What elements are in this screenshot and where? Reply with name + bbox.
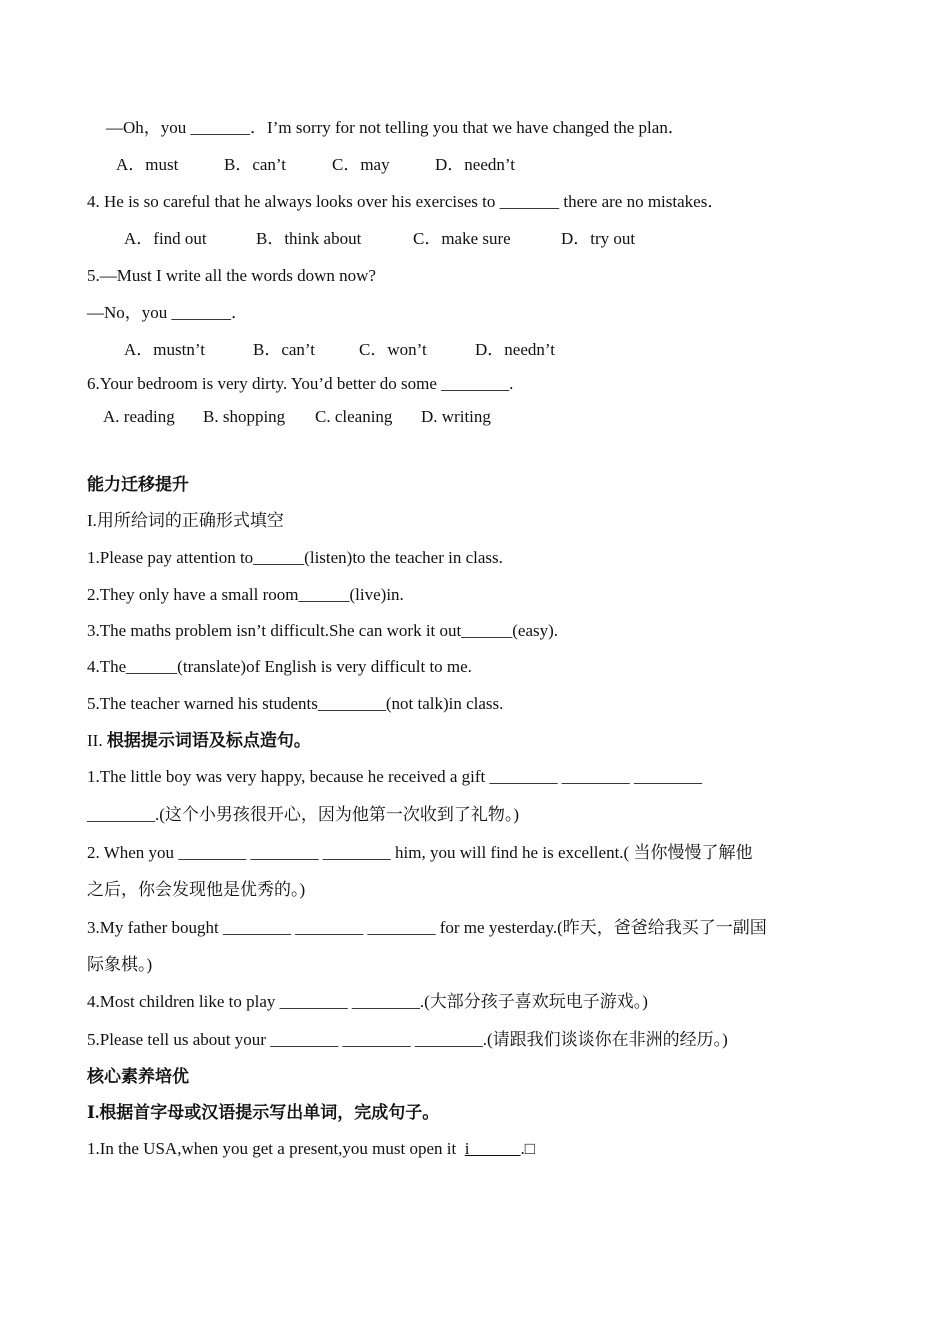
section-ability-title: 能力迁移提升 xyxy=(87,475,189,494)
ability-part2-title xyxy=(87,730,311,752)
q3-option-b: B．can’t xyxy=(224,155,287,174)
q4-option-a: A．find out xyxy=(124,229,207,248)
q5-option-b: B．can’t xyxy=(253,340,316,359)
ability-part1-title: I.用所给词的正确形式填空 xyxy=(87,511,284,530)
q5-option-d: D．needn’t xyxy=(475,340,555,359)
q5-reply: —No，you _______． xyxy=(87,303,249,322)
sentence-1-line1: 1.The little boy was very happy, because he received a gift ________ ________ ________ xyxy=(87,767,702,786)
q4-stem: 4. He is so careful that he always looks over his exercises to _______ there are no mistakes． xyxy=(87,192,725,211)
q3-option-c: C．may xyxy=(332,155,390,174)
sentence-3-line2: 际象棋。) xyxy=(87,955,153,974)
ability-part2-text: 根据提示词语及标点造句。 xyxy=(106,731,311,750)
ability-item-2: 2.They only have a small room______(live)in. xyxy=(87,585,404,604)
q5-option-a: A．mustn’t xyxy=(124,340,205,359)
q4-option-d: D．try out xyxy=(561,229,636,248)
sentence-1-line2: ________.(这个小男孩很开心，因为他第一次收到了礼物。) xyxy=(87,805,520,824)
ability-item-4: 4.The______(translate)of English is very difficult to me. xyxy=(87,657,472,676)
q4-option-b: B．think about xyxy=(256,229,362,248)
sentence-5: 5.Please tell us about your ________ ________ ________.(请跟我们谈谈你在非洲的经历。) xyxy=(87,1030,728,1049)
q5-options xyxy=(124,339,555,361)
q3-option-d: D．needn’t xyxy=(435,155,515,174)
section-core-title: 核心素养培优 xyxy=(87,1067,189,1086)
core-item-1-blank: i______ xyxy=(464,1139,521,1158)
q6-stem: 6.Your bedroom is very dirty. You’d better do some ________. xyxy=(87,374,514,393)
q6-option-c: C. cleaning xyxy=(315,407,393,426)
core-item-1 xyxy=(87,1138,535,1160)
q4-option-c: C．make sure xyxy=(413,229,511,248)
q3-options xyxy=(116,154,515,176)
sentence-3-line1: 3.My father bought ________ ________ ________ for me yesterday.(昨天，爸爸给我买了一副国 xyxy=(87,918,767,937)
q6-options xyxy=(103,406,491,428)
q6-option-a: A. reading xyxy=(103,407,175,426)
q5-stem: 5.—Must I write all the words down now? xyxy=(87,266,376,285)
core-item-1-suffix: .□ xyxy=(520,1139,535,1158)
core-item-1-prefix: 1.In the USA,when you get a present,you must open it xyxy=(87,1139,465,1158)
q4-options xyxy=(124,228,635,250)
sentence-4: 4.Most children like to play ________ ________.(大部分孩子喜欢玩电子游戏。) xyxy=(87,992,648,1011)
q3-option-a: A．must xyxy=(116,155,179,174)
q6-option-d: D. writing xyxy=(421,407,491,426)
q6-option-b: B. shopping xyxy=(203,407,286,426)
sentence-2-line1: 2. When you ________ ________ ________ him, you will find he is excellent.( 当你慢慢了解他 xyxy=(87,843,753,862)
core-part1-title: Ⅰ.根据首字母或汉语提示写出单词，完成句子。 xyxy=(87,1103,440,1122)
ability-item-3: 3.The maths problem isn’t difficult.She can work it out______(easy). xyxy=(87,621,559,640)
q3-reply: —Oh，you _______．I’m sorry for not telling you that we have changed the plan． xyxy=(106,118,685,137)
ability-item-5: 5.The teacher warned his students________(not talk)in class. xyxy=(87,694,504,713)
ability-item-1: 1.Please pay attention to______(listen)to the teacher in class. xyxy=(87,548,503,567)
ability-part2-prefix: II. xyxy=(87,731,103,750)
sentence-2-line2: 之后，你会发现他是优秀的。) xyxy=(87,880,306,899)
q5-option-c: C．won’t xyxy=(359,340,427,359)
